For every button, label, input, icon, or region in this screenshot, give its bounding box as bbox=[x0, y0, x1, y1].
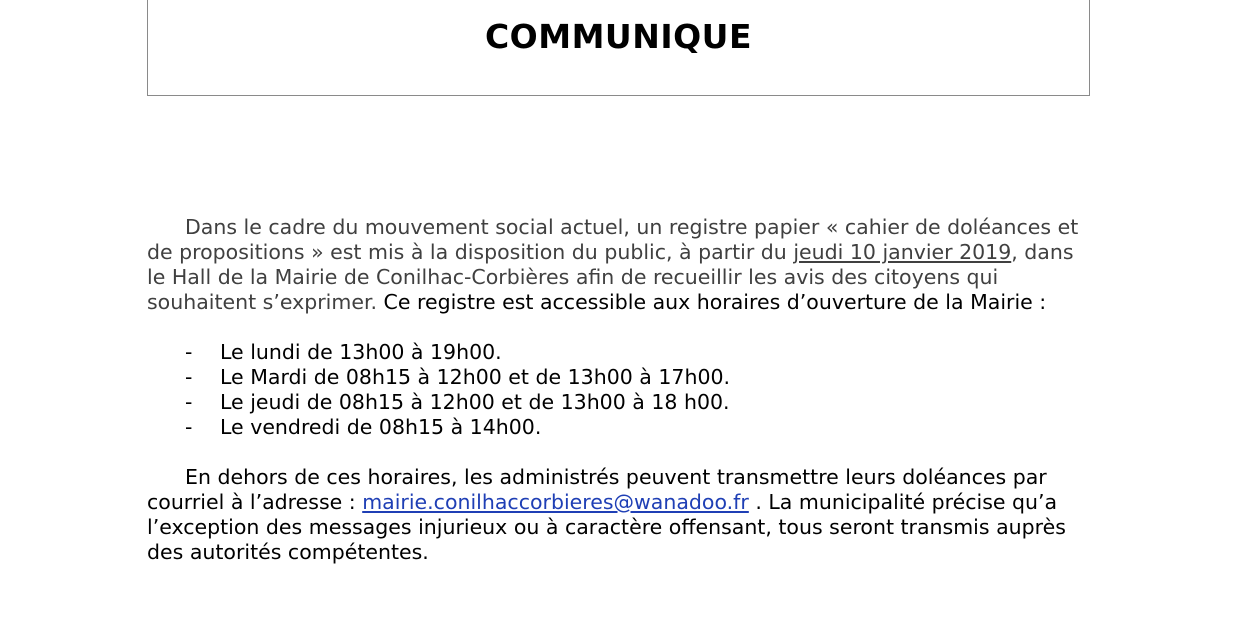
outro-text-start: En dehors de ces horaires, les administrés peuvent transmettre leurs doléances par courriel à l’adresse : bbox=[147, 465, 1047, 514]
hours-text: Le jeudi de 08h15 à 12h00 et de 13h00 à 18 h00. bbox=[220, 390, 730, 414]
intro-text-middle: , dans le Hall de la Mairie de Conilhac-Corbières afin de recueillir les avis des citoyens qui souhaitent s’exprimer. bbox=[147, 240, 1074, 314]
outro-text-end: . La municipalité précise qu’a l’exception des messages injurieux ou à caractère offensant, tous seront transmis auprès des autorités compétentes. bbox=[147, 490, 1066, 564]
intro-text-start: Dans le cadre du mouvement social actuel, un registre papier « cahier de doléances et de propositions » est mis à la disposition du public, à partir du bbox=[147, 215, 1079, 264]
hours-text: Le vendredi de 08h15 à 14h00. bbox=[220, 415, 542, 439]
hours-text: Le Mardi de 08h15 à 12h00 et de 13h00 à 17h00. bbox=[220, 365, 731, 389]
intro-paragraph bbox=[147, 215, 1087, 315]
list-dash: - bbox=[185, 365, 193, 389]
list-dash: - bbox=[185, 390, 193, 414]
start-date: jeudi 10 janvier 2019 bbox=[793, 240, 1012, 264]
outro-paragraph bbox=[147, 465, 1087, 565]
list-item bbox=[147, 390, 1087, 415]
list-dash: - bbox=[185, 415, 193, 439]
opening-hours-list bbox=[147, 340, 1087, 440]
email-link[interactable]: mairie.conilhaccorbieres@wanadoo.fr bbox=[362, 490, 749, 514]
page-title: COMMUNIQUE bbox=[484, 17, 753, 56]
list-item bbox=[147, 415, 1087, 440]
communique-body bbox=[147, 215, 1087, 565]
list-item bbox=[147, 340, 1087, 365]
list-item bbox=[147, 365, 1087, 390]
title-box bbox=[147, 0, 1090, 96]
hours-text: Le lundi de 13h00 à 19h00. bbox=[220, 340, 502, 364]
list-dash: - bbox=[185, 340, 193, 364]
intro-text-end: Ce registre est accessible aux horaires d’ouverture de la Mairie : bbox=[377, 290, 1047, 314]
